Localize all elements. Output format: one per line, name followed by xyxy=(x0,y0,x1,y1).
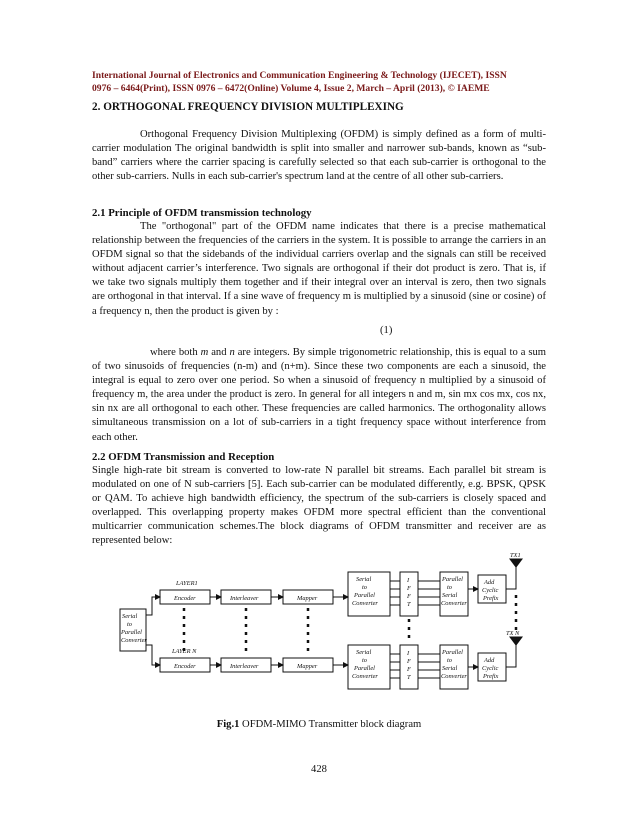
p2sn-label-2: to xyxy=(447,657,452,664)
mapper-label-n: Mapper xyxy=(297,663,318,670)
journal-header-line2: 0976 – 6464(Print), ISSN 0976 – 6472(Online) Volume 4, Issue 2, March – April (2013), © IAEME xyxy=(92,82,490,94)
cpn-label-3: Prefix xyxy=(483,673,499,680)
ifftn-label-f1: F xyxy=(407,658,411,665)
var-m: m xyxy=(200,347,209,358)
s2p1-label-2: to xyxy=(362,584,367,591)
tx1-label: TX1 xyxy=(510,553,521,559)
p2sn-label-1: Parallel xyxy=(442,649,463,656)
interleaver-label-1: Interleaver xyxy=(230,595,259,602)
layern-label: LAYER N xyxy=(172,648,197,655)
section-title: 2. ORTHOGONAL FREQUENCY DIVISION MULTIPLEXING xyxy=(92,101,404,113)
layer1-label: LAYER1 xyxy=(176,580,198,587)
var-n: n xyxy=(229,347,235,358)
ifft1-label-i: I xyxy=(407,577,410,584)
cp1-label-1: Add xyxy=(484,579,495,586)
mapper-label-1: Mapper xyxy=(297,595,318,602)
figure-label: Fig.1 xyxy=(216,719,240,730)
journal-header xyxy=(92,70,546,95)
transmission-paragraph: Single high-rate bit stream is converted to low-rate N parallel bit streams. Each parallel bit stream is modulated on one of N sub-carriers [5]. Each sub-carrier can be modulated differently, e.g. BPSK, QPSK or QAM. To achieve high bandwidth efficiency, the spectrum of the sub-carriers is closely spaced and overlapped. This overlapping property makes OFDM more spectral efficient than the conventional multicarrier communication schemes.The block diagrams of OFDM transmitter and receiver are as represented below: xyxy=(92,465,546,547)
para2-rest: are integers. By simple trigonometric relationship, this is equal to a sum of two sinusoids of frequencies (n-m) and (n+m). Since these two components are each a sinusoid, the integral is equal to zero over one period. So when a sinusoid of frequency n multiplied by a sinusoid of frequency m, the area under the product is zero. In general for all integers n and m, sin mx cos mx, cos nx, sin nx are all orthogonal to each other. These frequencies are called harmonics. The orthogonality allows simultaneous transmission on a lot of sub-carriers in a tight frequency space without interference from each other. xyxy=(92,347,547,443)
figure-caption-text: OFDM-MIMO Transmitter block diagram xyxy=(239,719,422,730)
stp-label-1: Serial xyxy=(122,613,138,620)
p2sn-label-3: Serial xyxy=(442,665,458,672)
s2pn-label-3: Parallel xyxy=(354,665,375,672)
principle-paragraph: The "orthogonal" part of the OFDM name indicates that there is a precise mathematical relationship between the frequencies of the carriers in the system. It is possible to arrange the carriers in an OFDM signal so that the sidebands of the individual carriers overlap and the signals can still be received without adjacent carrier’s interference. Two signals are orthogonal if their dot product is zero. That is, if we take two signals multiply them together and if their integral over an interval is zero, then two signals are orthogonal in that interval. If a sine wave of frequency m is multiplied by a sinusoid (sine or cosine) of a frequency n, then the product is given by : xyxy=(92,221,546,317)
subsection-2-2-title: 2.2 OFDM Transmission and Reception xyxy=(92,451,275,463)
s2p1-label-4: Converter xyxy=(352,600,378,607)
ifftn-label-i: I xyxy=(407,650,410,657)
p2s1-label-3: Serial xyxy=(442,592,458,599)
para2-lead: where both xyxy=(150,347,198,358)
p2sn-label-4: Converter xyxy=(441,673,467,680)
ofdm-mimo-block-diagram xyxy=(118,553,536,701)
figure-caption xyxy=(0,719,638,730)
intro-paragraph: Orthogonal Frequency Division Multiplexing (OFDM) is simply defined as a form of multi-carrier modulation The original bandwidth is split into smaller and narrower sub-bands, known as “sub-band” carriers where the carrier spacing is carefully selected so that each sub-carrier is orthogonal to the other sub-carriers. Nulls in each sub-carrier's spectrum land at the centre of all other sub-carriers. xyxy=(92,129,546,183)
cp1-label-3: Prefix xyxy=(483,595,499,602)
txn-label: TX N xyxy=(506,630,520,637)
stp-label-4: Converter xyxy=(121,637,147,644)
cp1-label-2: Cyclic xyxy=(482,587,499,594)
page-number: 428 xyxy=(311,764,327,775)
encoder-label-n: Encoder xyxy=(174,663,196,670)
ifft1-label-t: T xyxy=(407,601,411,608)
ifft1-label-f1: F xyxy=(407,585,411,592)
equation-number: (1) xyxy=(380,325,393,336)
cpn-label-2: Cyclic xyxy=(482,665,499,672)
p2s1-label-2: to xyxy=(447,584,452,591)
subsection-2-1-title: 2.1 Principle of OFDM transmission technology xyxy=(92,207,312,219)
s2p1-label-3: Parallel xyxy=(354,592,375,599)
s2pn-label-2: to xyxy=(362,657,367,664)
stp-label-3: Parallel xyxy=(121,629,142,636)
journal-header-line1: International Journal of Electronics and Communication Engineering & Technology (IJECET), ISSN xyxy=(92,70,507,81)
stp-label-2: to xyxy=(127,621,132,628)
cpn-label-1: Add xyxy=(484,657,495,664)
interleaver-label-n: Interleaver xyxy=(230,663,259,670)
s2pn-label-1: Serial xyxy=(356,649,372,656)
ifft1-label-f2: F xyxy=(407,593,411,600)
encoder-label-1: Encoder xyxy=(174,595,196,602)
ifftn-label-t: T xyxy=(407,674,411,681)
p2s1-label-1: Parallel xyxy=(442,576,463,583)
s2pn-label-4: Converter xyxy=(352,673,378,680)
orthogonality-paragraph xyxy=(92,346,546,445)
p2s1-label-4: Converter xyxy=(441,600,467,607)
para2-and: and xyxy=(211,347,227,358)
s2p1-label-1: Serial xyxy=(356,576,372,583)
ifftn-label-f2: F xyxy=(407,666,411,673)
